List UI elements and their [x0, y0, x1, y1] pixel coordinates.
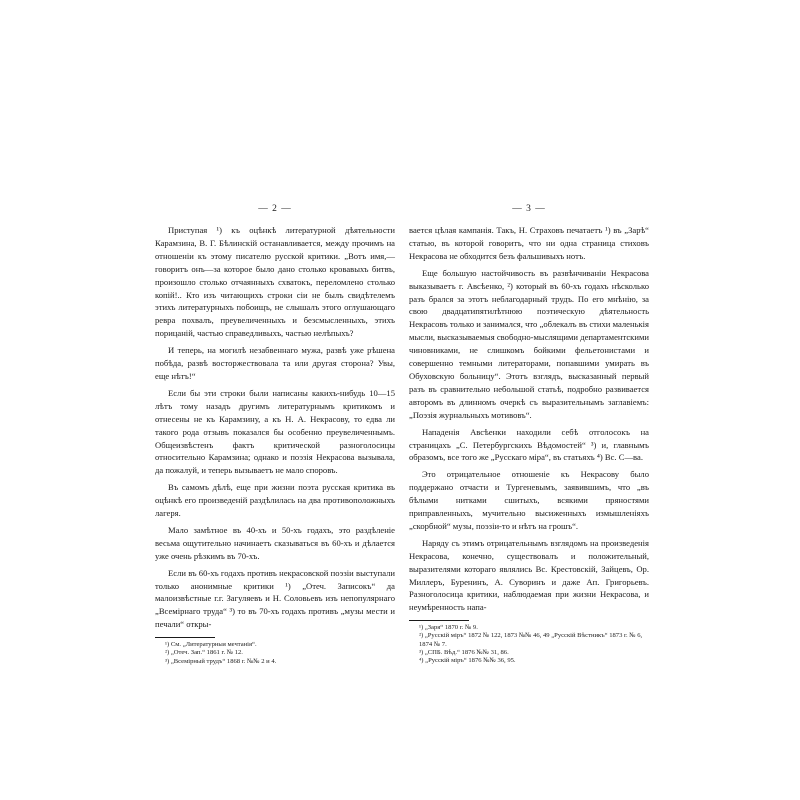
- footnote-rule: [155, 637, 215, 638]
- paragraph: Если въ 60-хъ годахъ противъ некрасовской поэзіи выступали только анонимные критики ¹) „Отеч. Записокъ“ да малоизвѣстные г.г. Загуляевъ и Н. Соловьевъ изъ непопулярнаго „Всемірнаго труда“ ³) то въ 70-хъ годахъ противъ „музы мести и печали“ откры-: [155, 567, 395, 630]
- paragraph: Мало замѣтное въ 40-хъ и 50-хъ годахъ, это раздѣленіе весьма ощутительно начинаетъ сказываться въ 60-хъ и дѣлается уже очень рѣзкимъ въ 70-хъ.: [155, 524, 395, 561]
- footnotes: [155, 641, 395, 666]
- footnotes: [409, 624, 649, 665]
- paragraph: Приступая ¹) къ оцѣнкѣ литературной дѣятельности Карамзина, В. Г. Бѣлинскій останавливается, между прочимъ на отношеніи къ этому писателю русской критики. „Вотъ имя,—говоритъ онъ—за которое было дано столько кровавыхъ битвъ, произошло столько отчаянныхъ схватокъ, переломлено столько копій!.. Кто изъ читающихъ строки сіи не былъ свидѣтелемъ этихъ литературныхъ побоищъ, не слышалъ этого оглушающаго ревра похвалъ, преувеличенныхъ и безсмысленныхъ, этихъ порицаній, частью справедливыхъ, частью нелѣпыхъ?: [155, 225, 395, 339]
- page-body: [155, 224, 395, 631]
- paragraph: вается цѣлая кампанія. Такъ, Н. Страховъ печатаетъ ¹) въ „Зарѣ“ статью, въ которой говоритъ, что ни одна страница стиховъ Некрасова не обходится безъ фальшивыхъ нотъ.: [409, 225, 649, 261]
- footnote: ¹) „Заря“ 1870 г. № 9.: [419, 624, 478, 632]
- paragraph: И теперь, на могилѣ незабвеннаго мужа, развѣ уже рѣшена побѣда, развѣ восторжествовала та или другая сторона? Увы, еще нѣтъ!“: [155, 345, 395, 381]
- page-number: — 3 —: [512, 204, 546, 214]
- paragraph: Наряду съ этимъ отрицательнымъ взглядомъ на произведенія Некрасова, конечно, существовалъ и положительный, выразителями котораго являлись Вс. Крестовскій, Зайцевъ, Ор. Миллеръ, Буренинъ, А. Суворинъ и даже Ап. Григорьевъ. Разноголосица критики, наблюдаемая при жизни Некрасова, и неумѣренность напа-: [409, 537, 649, 613]
- footnote-rule: [409, 620, 469, 621]
- paragraph: Это отрицательное отношеніе къ Некрасову было поддержано отчасти и Тургеневымъ, заявившимъ, что „въ бѣлыми нитками сшитыхъ, всякими пряностями приправленныхъ, мучительно высиженныхъ измышленіяхъ „скорбной“ музы, поэзіи-то и нѣтъ на грошъ“.: [409, 469, 649, 531]
- footnote: ¹) См. „Литературныя мечтанія“.: [165, 641, 257, 649]
- paragraph: Нападенія Авсѣенки находили себѣ отголосокъ на страницахъ „С. Петербургскихъ Вѣдомостей“ ³) и, главнымъ образомъ, все того же „Русскаго міра“, въ статьяхъ ⁴) Вс. С—ва.: [409, 426, 649, 463]
- footnote: ³) „Всемірный трудъ“ 1868 г. №№ 2 и 4.: [165, 657, 277, 665]
- footnote: ⁴) „Русскій міръ“ 1876 №№ 36, 95.: [419, 657, 516, 665]
- left-page: [155, 203, 395, 666]
- paragraph: Если бы эти строки были написаны какихъ-нибудь 10—15 лѣтъ тому назадъ другимъ литературнымъ критикомъ и отнесены не къ Карамзину, а къ Н. А. Некрасову, то едва ли такого рода отзывъ показался бы особенно преувеличеннымъ. Общеизвѣстенъ фактъ критической разноголосицы относительно Карамзина; однако и поэзія Некрасова вызывала, да пожалуй, и теперь вызываетъ не мало споровъ.: [155, 387, 395, 476]
- right-page: [409, 203, 649, 665]
- footnote: ³) „СПБ. Вѣд.“ 1876 №№ 31, 86.: [419, 648, 509, 656]
- paragraph: Въ самомъ дѣлѣ, еще при жизни поэта русская критика въ оцѣнкѣ его произведеній раздѣлилась на два противоположныхъ лагеря.: [155, 482, 395, 519]
- footnote: ²) „Русскій міръ“ 1872 № 122, 1873 №№ 46, 49 „Русскій Вѣстникъ“ 1873 г. № 6, 1874 № 7.: [419, 632, 643, 648]
- page-number: — 2 —: [258, 204, 292, 214]
- footnote: ²) „Отеч. Зап.“ 1861 г. № 12.: [165, 649, 243, 657]
- paragraph: Еще большую настойчивость въ развѣнчиваніи Некрасова выказываетъ г. Авсѣенко, ²) который въ 60-хъ годахъ нѣсколько разъ брался за этотъ неблагодарный трудъ. По его мнѣнію, за свою двадцатипятилѣтнюю поэтическую дѣятельность Некрасовъ только и занимался, что „облекалъ въ стихи маленькія мысли, высказываемыя свободно-мыслящими департаментскими чиновниками, не слишкомъ бойкими фельетонистами и совершенно темными литераторами, попавшими умирать въ Обуховскую больницу“. Этотъ взглядъ, высказанный первый разъ въ сравнительно небольшой статьѣ, подробно развивается авторомъ въ длинномъ очеркѣ съ выразительнымъ заглавіемъ: „Поэзія журнальныхъ мотивовъ“.: [409, 267, 649, 420]
- page-body: [409, 224, 649, 614]
